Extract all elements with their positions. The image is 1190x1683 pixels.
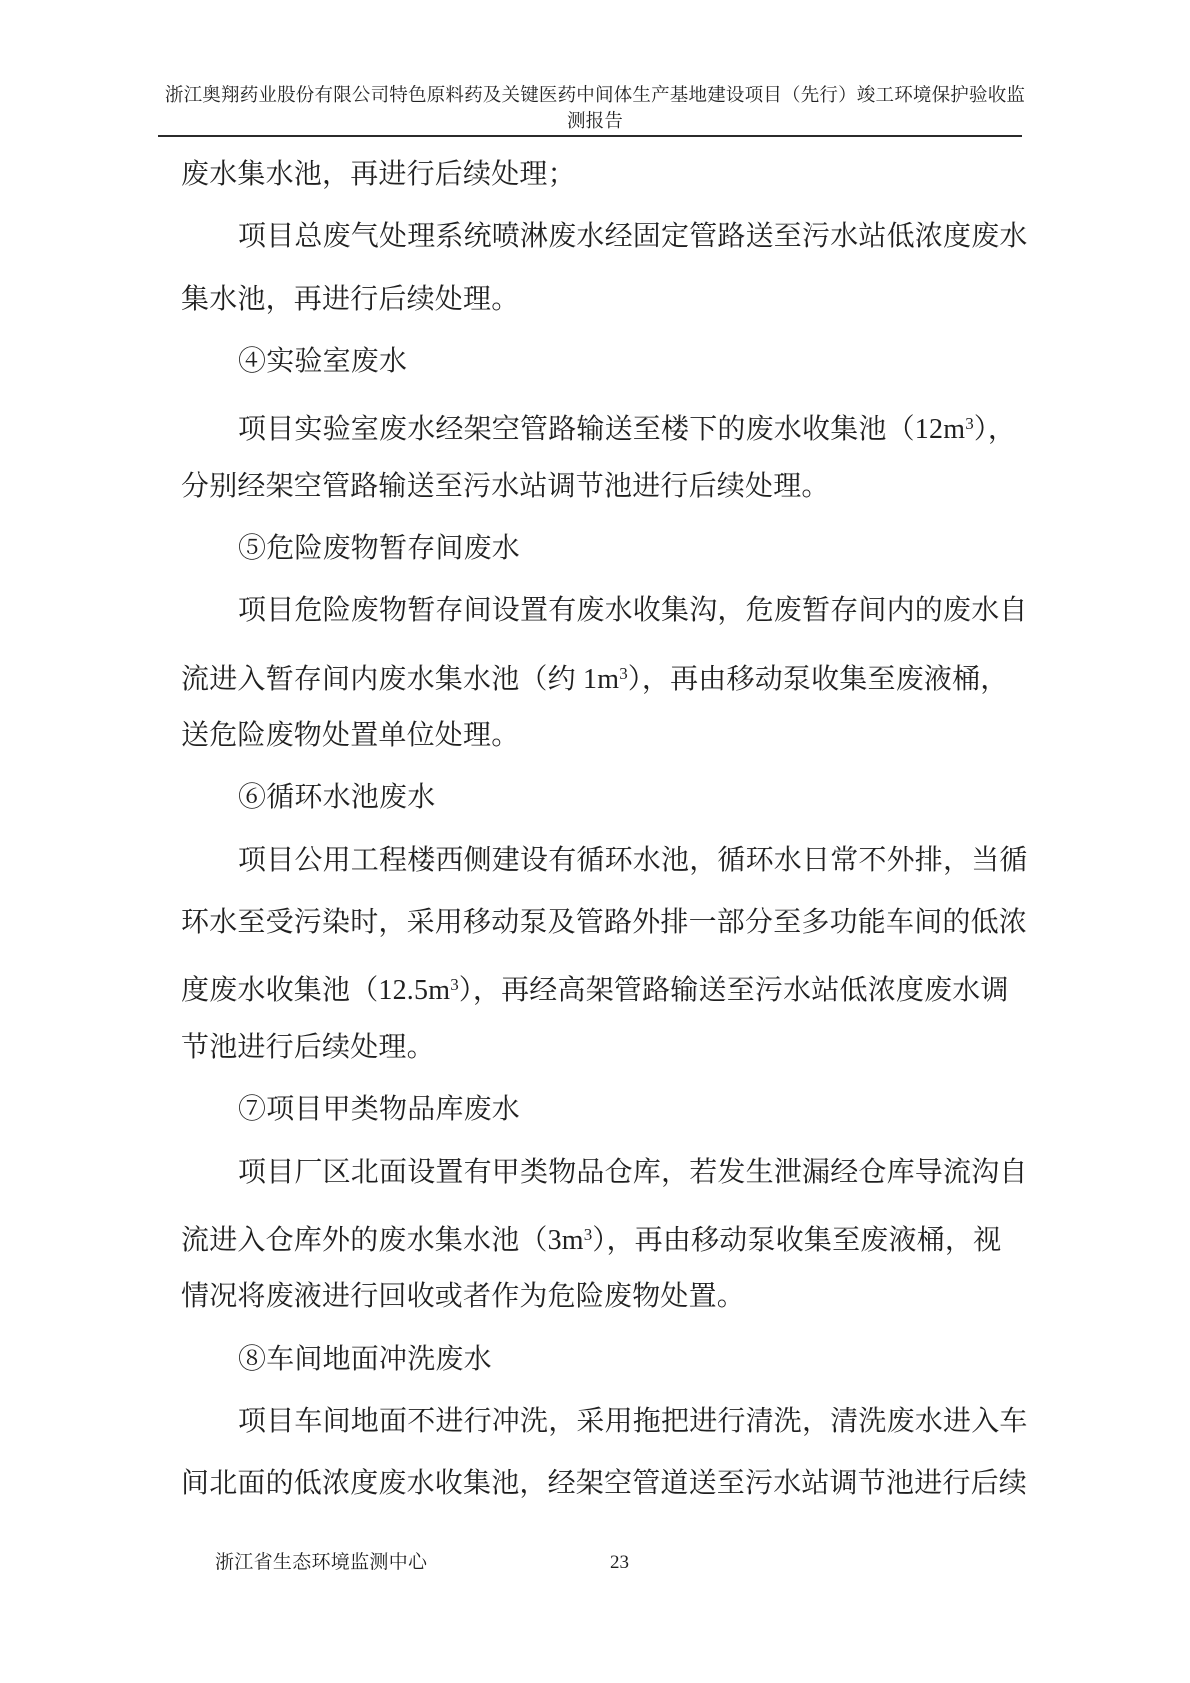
body-line-text: 流进入仓库外的废水集水池（3m	[181, 1224, 584, 1256]
body-line	[181, 968, 1033, 1030]
body-line	[181, 657, 1033, 719]
body-line-text: ），再由移动泵收集至废液桶，	[627, 663, 1009, 695]
superscript: 3	[583, 1224, 593, 1244]
body-line: 间北面的低浓度废水收集池，经架空管道送至污水站调节池进行后续	[181, 1468, 1028, 1500]
section-heading: ⑤危险废物暂存间废水	[238, 533, 521, 565]
superscript: 3	[450, 975, 459, 995]
body-line: 环水至受污染时，采用移动泵及管路外排一部分至多功能车间的低浓	[181, 907, 1028, 939]
body-line: 节池进行后续处理。	[181, 1031, 435, 1063]
body-line: 情况将废液进行回收或者作为危险废物处置。	[181, 1281, 746, 1313]
section-heading: ⑥循环水池废水	[238, 782, 436, 814]
body-line: 项目车间地面不进行冲洗，采用拖把进行清洗，清洗废水进入车	[238, 1405, 1028, 1437]
body-line-text: ），	[973, 414, 1017, 446]
header-title-line1: 浙江奥翔药业股份有限公司特色原料药及关键医药中间体生产基地建设项目（先行）竣工环境保护验收监	[164, 86, 1026, 106]
body-line: 分别经架空管路输送至污水站调节池进行后续处理。	[181, 470, 830, 502]
body-line: 项目公用工程楼西侧建设有循环水池，循环水日常不外排，当循	[238, 844, 1028, 876]
body-line	[181, 407, 1033, 469]
body-line-text: ），再由移动泵收集至废液桶，视	[592, 1224, 1002, 1256]
footer-organization: 浙江省生态环境监测中心	[215, 1552, 428, 1573]
section-heading: ⑧车间地面冲洗废水	[238, 1343, 492, 1375]
section-heading: ④实验室废水	[238, 346, 408, 378]
body-line-text: 项目实验室废水经架空管路输送至楼下的废水收集池（12m	[238, 414, 966, 446]
body-line: 项目厂区北面设置有甲类物品仓库，若发生泄漏经仓库导流沟自	[238, 1156, 1028, 1188]
body-line	[181, 1218, 1033, 1280]
body-line: 送危险废物处置单位处理。	[181, 720, 520, 752]
superscript: 3	[965, 414, 974, 434]
header-title-line2: 测报告	[566, 112, 624, 132]
section-heading: ⑦项目甲类物品库废水	[238, 1094, 521, 1126]
document-body	[181, 158, 1033, 1530]
body-line-text: ），再经高架管路输送至污水站低浓度废水调	[458, 975, 1009, 1007]
superscript: 3	[619, 663, 628, 683]
page-header	[95, 83, 1095, 135]
body-line: 项目危险废物暂存间设置有废水收集沟，危废暂存间内的废水自	[238, 595, 1028, 627]
body-line: 集水池，再进行后续处理。	[181, 283, 520, 315]
header-rule	[158, 135, 1022, 137]
body-line-text: 度废水收集池（12.5m	[181, 975, 451, 1007]
footer-page-number: 23	[610, 1552, 629, 1573]
body-line-text: 流进入暂存间内废水集水池（约 1m	[181, 663, 620, 695]
body-line: 项目总废气处理系统喷淋废水经固定管路送至污水站低浓度废水	[238, 221, 1028, 253]
body-line: 废水集水池，再进行后续处理；	[181, 159, 576, 190]
